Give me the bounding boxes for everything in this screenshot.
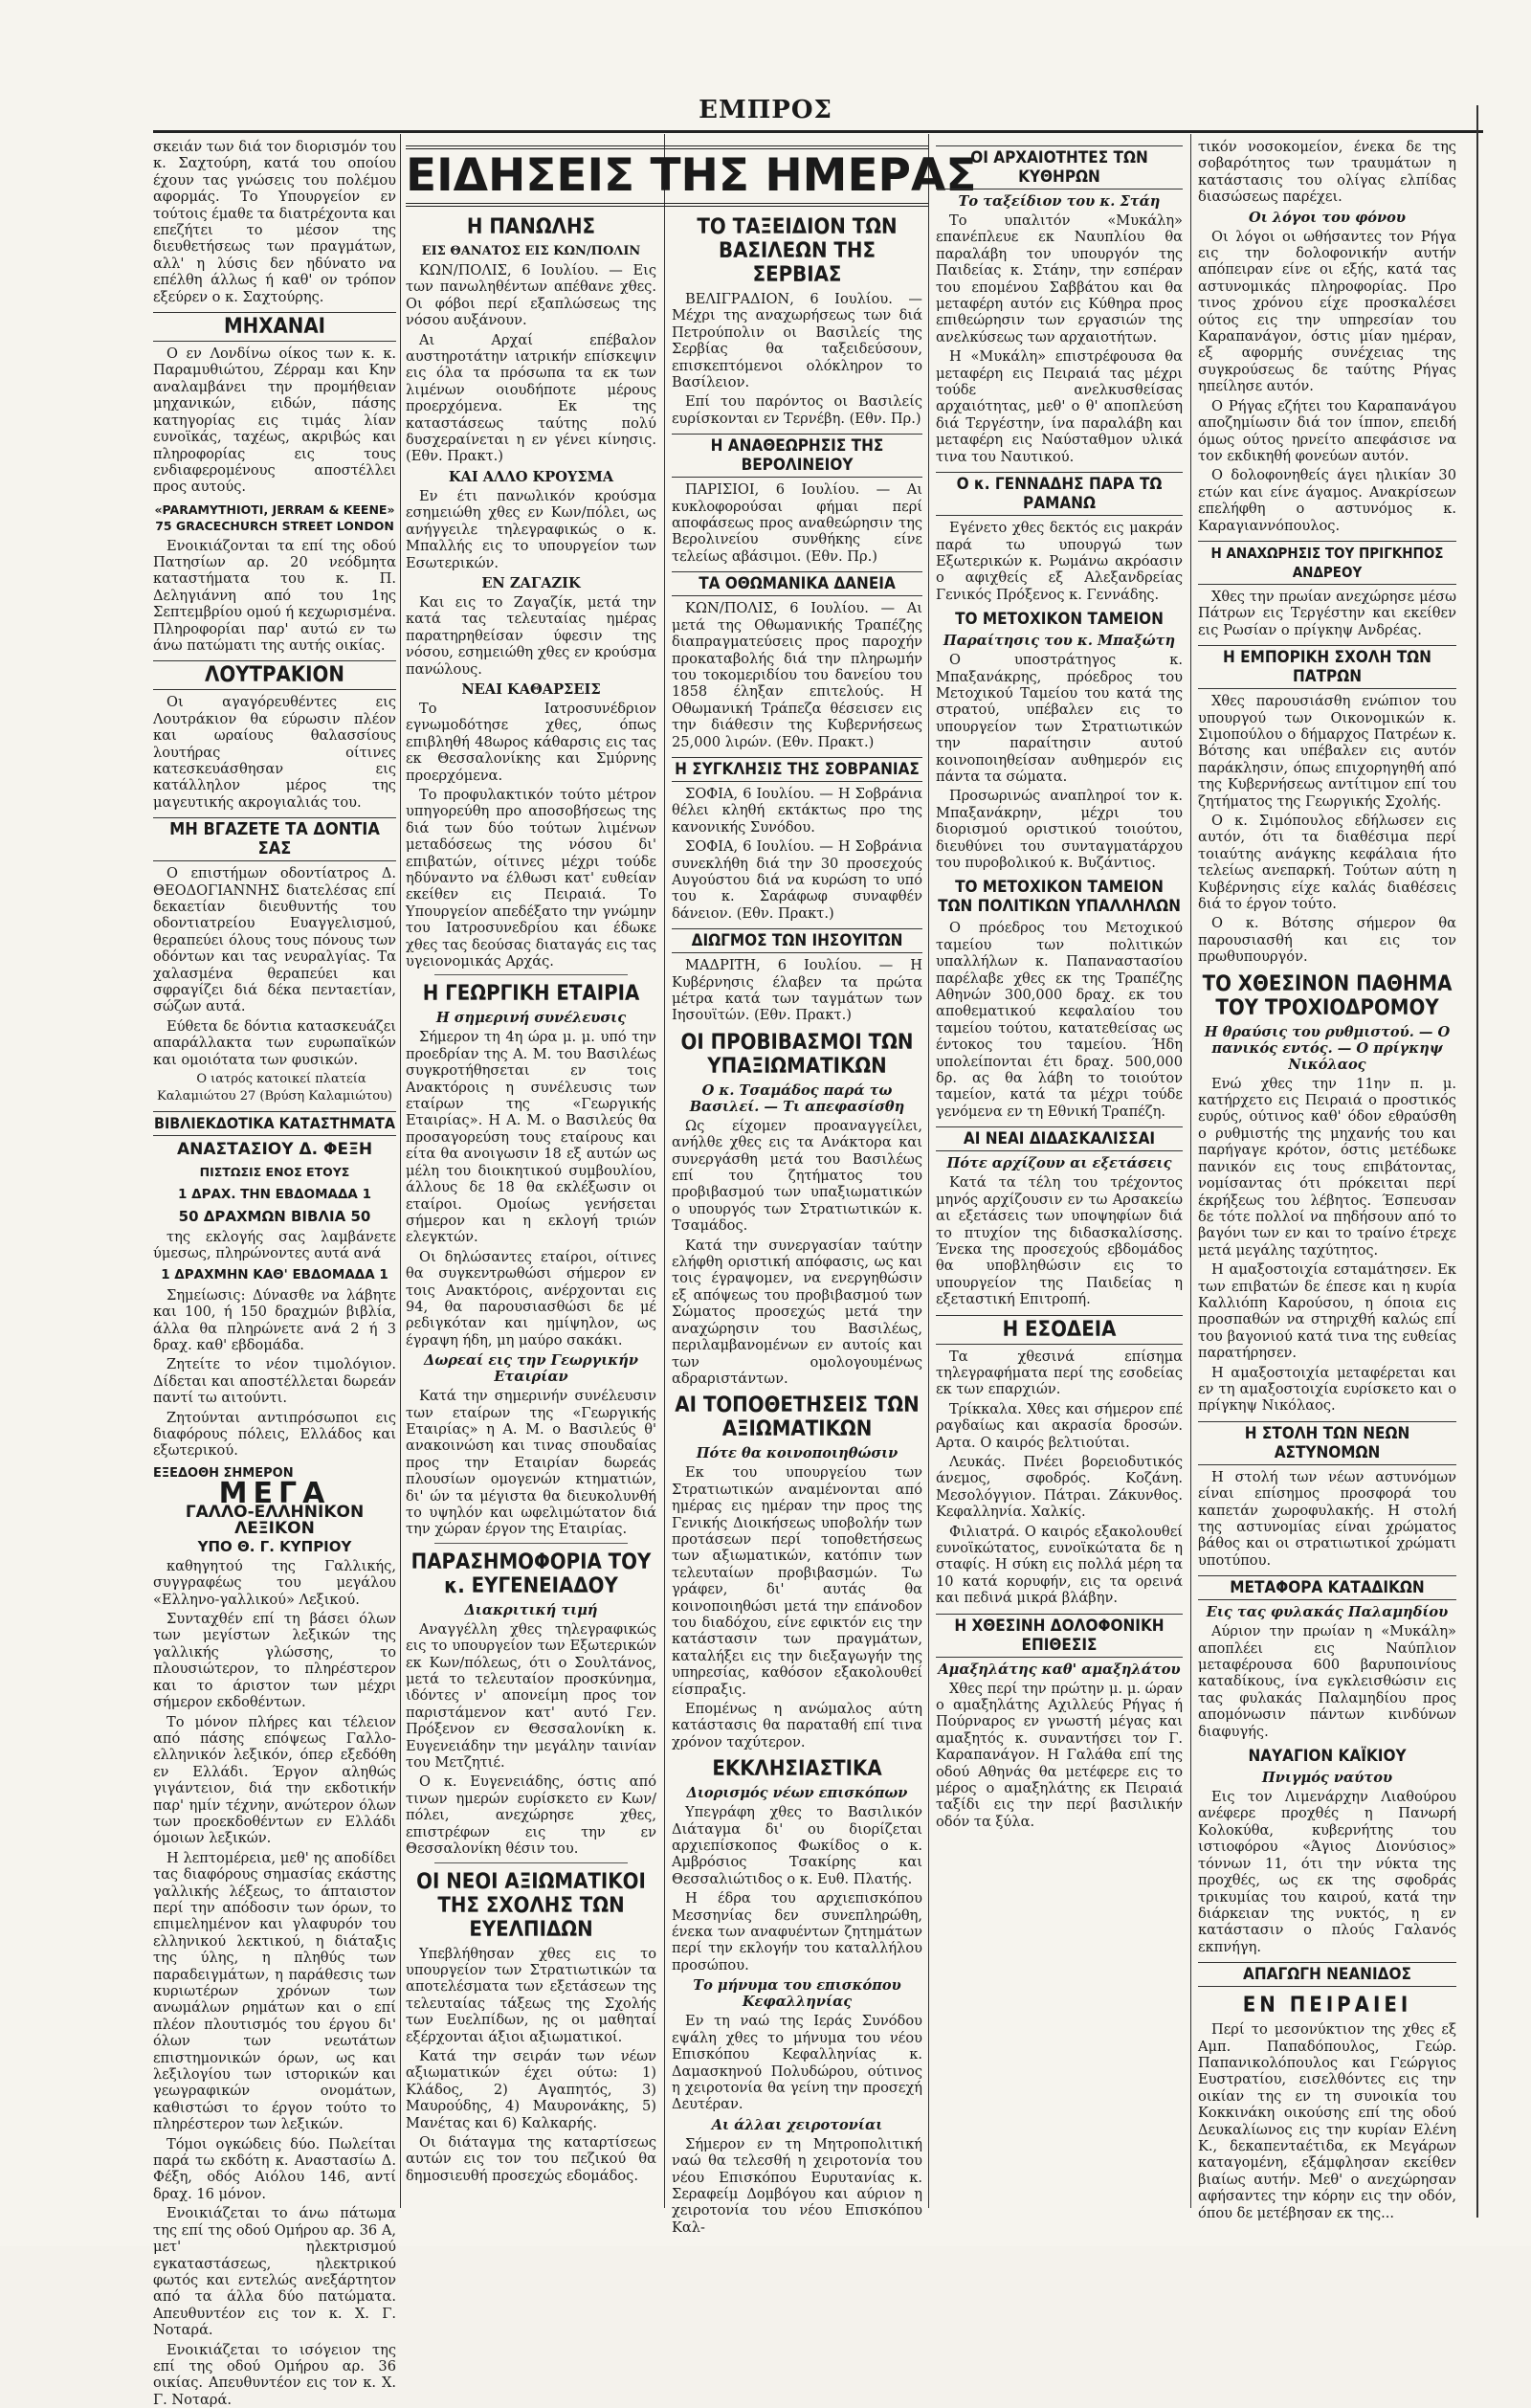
article-text: Κατά την σημερινήν συνέλευσιν των εταίρων της «Γεωργικής Εταιρίας» η Α. Μ. ο Βασιλεύς θ' ανακοινώση και τινας σπουδαίας προς την Εταιρίαν δωρεάς πλουσίων ομογενών κτηματιών, δι' ών τα μέγιστα θα διευκολυνθή το υψηλόν και ωφελιμώτατον διά την χώραν έργον της Εταιρίας. — [406, 1388, 656, 1538]
heading-panolis: Η ΠΑΝΩΛΗΣ — [466, 215, 596, 239]
column-rule — [928, 134, 929, 2208]
article-text: ΠΑΡΙΣΙΟΙ, 6 Ιουλίου. — Αι κυκλοφορούσαι φήμαι περί αποφάσεως προς αναθεώρησιν της Βερολινείου συνθήκης είνε τελείως αβάσιμοι. (Εθν. Πρ.) — [672, 481, 922, 565]
heading-emporiki: Η ΕΜΠΟΡΙΚΗ ΣΧΟΛΗ ΤΩΝ ΠΑΤΡΩΝ — [1198, 645, 1456, 689]
article-text: Ζητούνται αντιπρόσωποι εις διαφόρους πόλεις, Ελλάδος και εξωτερικού. — [153, 1409, 396, 1460]
heading-biblio: ΒΙΒΛΙΕΚΔΟΤΙΚΑ ΚΑΤΑΣΤΗΜΑΤΑ — [153, 1111, 396, 1136]
article-text: Εν τη ναώ της Ιεράς Συνόδου εψάλη χθες το μήνυμα του νέου Επισκόπου Κεφαλληνίας κ. Δαμασκηνού Πολυδώρου, ούτινος η χειροτονία θα γείνη την προσεχή Δευτέραν. — [672, 2013, 922, 2113]
article-text: Κατά την συνεργασίαν ταύτην ελήφθη οριστική απόφασις, ως και τοις έγραψομεν, να ενεργηθώσιν εξ απόψεως του προβιβασμού των Σώματος προσεχώς μετά την αναχώρησιν του Βασιλέως, περιλαμβανομένων εν αυτοίς και των ομολογουμένως αδραριστάντων. — [672, 1237, 922, 1387]
heading-stoa: Η ΣΤΟΛΗ ΤΩΝ ΝΕΩΝ ΑΣΤΥΝΟΜΩΝ — [1198, 1421, 1456, 1465]
article-text: Εγένετο χθες δεκτός εις μακράν παρά τω υπουργώ των Εξωτερικών κ. Ρωμάνω ακρόασιν ο αφιχθείς εξ Αλεξανδρείας Γενικός Πρόξενος κ. Γεννάδης. — [936, 520, 1183, 603]
article-text: ΚΩΝ/ΠΟΛΙΣ, 6 Ιουλίου. — Αι μετά της Οθωμανικής Τραπέζης διαπραγματεύσεις προς παροχήν προκαταβολής διά την πληρωμήν του τοκομεριδίου του δανείου του 1858 έληξαν επιτελούς. Η Οθωμανική Τράπεζα θέσεισεν εις την διάθεσιν της Κυβερνήσεως 25,000 λιρών. (Εθν. Πρακτ.) — [672, 600, 922, 750]
article-text: Χθες την πρωίαν ανεχώρησε μέσω Πάτρων εις Τεργέστην και εκείθεν εις Ρωσίαν ο πρίγκηψ Ανδρέας. — [1198, 588, 1456, 638]
article-text: Οι λόγοι οι ωθήσαντες τον Ρήγα εις την δολοφονικήν αυτήν απόπειραν είνε οι εξής, κατά τας αστυνομικάς πληροφορίας. Προ τινος χρόνου είχε προσκαλέσει ούτος εις την υπηρεσίαν του Καραπανάγον, όστις μίαν ημέραν, εξ αφορμής συνέχειας της συγκρούσεως δε ταύτης Ρήγας ηπείλησε αυτόν. — [1198, 228, 1456, 395]
article-text: ΣΟΦΙΑ, 6 Ιουλίου. — Η Σοβράνια συνεκλήθη διά την 30 προσεχούς Αυγούστου διά να κυρώση το υπό του κ. Σαράφωφ συναφθέν δάνειον. (Εθν. Πρακτ.) — [672, 838, 922, 922]
article-text: Ενώ χθες την 11ην π. μ. κατήρχετο εις Πειραιά ο προστικός ευρύς, ούτινος καθ' όδον εθραύσθη ο ρυθμιστής της μηχανής του και παρήγαγε κρότον, όστις μετέδωκε πανικόν εις τους επιβάτοντας, νομίσαντας ότι πρόκειται περί έκρήξεως του λέβητος. Έσπευσαν δε τότε πολλοί να πηδήσουν από το βαγόνι των εν και το τραίνο έτρεχε μετά μεγάλης ταχύτητος. — [1198, 1075, 1456, 1259]
banner-title: ΕΙΔΗΣΕΙΣ ΤΗΣ ΗΜΕΡΑΣ — [406, 145, 928, 207]
subheading: Οι λόγοι του φόνου — [1248, 209, 1407, 226]
subheading: ΕΝ ΖΑΓΑΖΙΚ — [481, 574, 581, 591]
article-text: Η αμαξοστοιχία μεταφέρεται και εν τη αμαξοστοιχία ευρίσκετο και ο πρίγκηψ Νικόλαος. — [1198, 1364, 1456, 1415]
advert-line: ΕΞΕΔΟΘΗ ΣΗΜΕΡΟΝ — [153, 1465, 294, 1481]
article-text: Η στολή των νέων αστυνόμων είναι επίσημος προσφορά του καπετάν χωροφυλακής. Η στολή της αστυνομίας είναι χρώματος βάθος και οι στρατιωτικοί χρώματι υποτύπου. — [1198, 1468, 1456, 1569]
article-text: Τόμοι ογκώδεις δύο. Πωλείται παρά τω εκδότη κ. Αναστασίω Δ. Φέξη, οδός Αιόλου 146, αντί δραχ. 16 μόνον. — [153, 2135, 396, 2202]
article-text: ΚΩΝ/ΠΟΛΙΣ, 6 Ιουλίου. — Εις των πανωληθέντων απέθανε χθες. Οι φόβοι περί εξαπλώσεως της νόσου αυξάνουν. — [406, 262, 656, 329]
article-text: Υπεβλήθησαν χθες εις το υπουργείον των Στρατιωτικών τα αποτελέσματα των εξετάσεων της τελευταίας τάξεως της Σχολής των Ευελπίδων, ης οι μαθηταί εξέρχονται άξιοι αξιωματικοί. — [406, 1945, 656, 2045]
subheading: Αμαξηλάτης καθ' αμαξηλάτου — [938, 1661, 1181, 1678]
article-text: Επομένως η ανώμαλος αύτη κατάστασις θα παραταθή επί τινα χρόνον ταχύτερον. — [672, 1701, 922, 1750]
article-text: Η λεπτομέρεια, μεθ' ης αποδίδει τας διαφόρους σημασίας εκάστης γαλλικής λέξεως, το άπταιστον περί την απόδοσιν των όρων, το επιμελημένον και γλαφυρόν του ελληνικού λεκτικού, η διάταξις της ύλης, η πληθύς των παραδειγμάτων, η παράθεσις των κυριωτέρων χρόνων των ανωμάλων ρημάτων και ο επί πλέον πλουτισμός του έργου δι' όλων των νεωτάτων επιστημονικών όρων, ως και λεξιλογίου των ιστορικών και γεωγραφικών ονομάτων, καθιστώσι το έργον τούτο το πληρέστερον των λεξικών. — [153, 1849, 396, 2133]
subheading: Αι άλλαι χειροτονίαι — [711, 2116, 883, 2133]
article-text: Χθες περί την πρώτην μ. μ. ώραν ο αμαξηλάτης Αχιλλεύς Ρήγας ή Πούρναρος εν γνωστή μέγας και αμαξητός κ. συναντήσει τον Γ. Καραπανάγον. Η Γαλάθα επί της οδού Αθηνάς θα μετέφερε εις το μέρος ο αμαξηλάτης εκ Πειραιά ταξίδι εις την περί βασιλικήν οδόν τα ξύλα. — [936, 1680, 1183, 1830]
article-text: Λευκάς. Πνέει βορειοδυτικός άνεμος, σφοδρός. Κοζάνη. Μεσολόγγιον. Πάτραι. Ζάκυνθος. Κεφαλληνία. Χαλκίς. — [936, 1453, 1183, 1521]
subheading: Πότε θα κοινοποιηθώσιν — [696, 1445, 899, 1462]
heading-provivasmoi: ΟΙ ΠΡΟΒΙΒΑΣΜΟΙ ΤΩΝ ΥΠΑΞΙΩΜΑΤΙΚΩΝ — [680, 1030, 914, 1079]
article-text: Οι αγαγόρευθέντες εις Λουτράκιον θα εύρωσιν πλέον και ωραίους θαλασσίους λουτήρας οίτινες κατεσκευάσθησαν εις κατάλληλον μέρος της μαγευτικής ακρογιαλιάς του. — [153, 694, 396, 811]
heading-nayagion: ΝΑΥΑΓΙΟΝ ΚΑΪΚΙΟΥ — [1248, 1747, 1407, 1767]
subheading: ΕΙΣ ΘΑΝΑΤΟΣ ΕΙΣ ΚΩΝ/ΠΟΛΙΝ — [421, 244, 641, 258]
article-text: Εις τον Λιμενάρχην Λιαθούρου ανέφερε προχθές η Πανωρή Κολοκύθα, κυβερνήτης του ιστιοφόρου «Άγιος Διονύσιος» τόννων 11, ότι την νύκτα της προχθές, ως εκ της σφοδράς τρικυμίας του καιρού, κατά την διάρκειαν της νυκτός, η εν κατάστασιν ο πλούς Γαλανός εκπνήγη. — [1198, 1789, 1456, 1955]
heading-othomanika: ΤΑ ΟΘΩΜΑΝΙΚΑ ΔΑΝΕΙΑ — [672, 571, 922, 596]
article-text: Εύθετα δε δόντια κατασκευάζει απαράλλακτα των ευρωπαϊκών και ομοιότατα των φυσικών. — [153, 1017, 396, 1068]
banner-wrap — [406, 142, 977, 202]
heading-metochikon: ΤΟ ΜΕΤΟΧΙΚΟΝ ΤΑΜΕΙΟΝ — [955, 610, 1164, 630]
subheading: Το ταξείδιον του κ. Στάη — [958, 193, 1161, 210]
heading-dontia: ΜΗ ΒΓΑΖΕΤΕ ΤΑ ΔΟΝΤΙΑ ΣΑΣ — [153, 817, 396, 861]
heading-didaskalisses: ΑΙ ΝΕΑΙ ΔΙΔΑΣΚΑΛΙΣΣΑΙ — [936, 1126, 1183, 1151]
subheading: Δωρεαί εις την Γεωργικήν Εταιρίαν — [424, 1352, 638, 1386]
masthead: ΕΜΠΡΟΣ — [699, 96, 832, 124]
heading-gennadis: Ο κ. ΓΕΝΝΑΔΗΣ ΠΑΡΑ ΤΩ ΡΑΜΑΝΩ — [936, 472, 1183, 516]
heading-apagogi: ΑΠΑΓΩΓΗ ΝΕΑΝΙΔΟΣ — [1198, 1962, 1456, 1987]
heading-peiraiei: ΕΝ ΠΕΙΡΑΙΕΙ — [1242, 1994, 1412, 2018]
heading-anachorisi: Η ΑΝΑΧΩΡΗΣΙΣ ΤΟΥ ΠΡΙΓΚΗΠΟΣ ΑΝΔΡΕΟΥ — [1198, 541, 1456, 585]
heading-topothetiseis: ΑΙ ΤΟΠΟΘΕΤΗΣΕΙΣ ΤΩΝ ΑΞΙΩΜΑΤΙΚΩΝ — [675, 1394, 920, 1442]
article-text: τικόν νοσοκομείον, ένεκα δε της σοβαρότητος των τραυμάτων η κατάστασις του ολίγας ελπίδας διασώσεως παρέχει. — [1198, 139, 1456, 206]
subheading: ΝΕΑΙ ΚΑΘΑΡΣΕΙΣ — [461, 680, 601, 698]
article-text: Αύριον την πρωίαν η «Μυκάλη» αποπλέει εις Ναύπλιον μεταφέρουσα 600 βαρυποινίους καταδίκους, ίνα εγκλεισθώσιν εις τας φυλακάς Παλαμηδίου προς απομόνωσιν πάντων κινδύνων διαφυγής. — [1198, 1623, 1456, 1740]
article-text: Περί το μεσονύκτιον της χθες εξ Αμπ. Παπαδόπουλος, Γεώρ. Παπανικολόπουλος και Γεώργιος Ευστρατίου, εισελθόντες εις την οικίαν της εν τη συνοικία του Κοκκινάκη οικούσης επί της οδού Δευκαλίωνος εις την κυρίαν Ελένη Κ., δεκαπενταέτιδα, εκ Μεγάρων καταγομένη, εξάμφλησαν εκείθεν βιαίως αυτήν. Μεθ' ο ανεχώρησαν αφήσαντες την κόρην εις την οδόν, όπου δε μετέβησαν εκ της... — [1198, 2021, 1456, 2221]
article-text: Ενοικιάζονται τα επί της οδού Πατησίων αρ. 20 νεόδμητα καταστήματα του κ. Π. Δεληγιάννη από του 1ης Σεπτεμβρίου ομού ή κεχωρισμένα. Πληροφορίαι παρ' αυτώ εν τω άνω πατώματι της αυτής οικίας. — [153, 537, 396, 654]
article-text: Φιλιατρά. Ο καιρός εξακολουθεί ευνοϊκώτατος, ευνοϊκώτατα δε η σταφίς. Η σύκη εις πολλά μέρη τα 10 κατά κορυφήν, εις τα ορεινά και πεδινά μικρά βλάβην. — [936, 1523, 1183, 1607]
subheading: Παραίτησις του κ. Μπαξώτη — [943, 633, 1176, 650]
advert-line: ΠΙΣΤΩΣΙΣ ΕΝΟΣ ΕΤΟΥΣ — [199, 1165, 350, 1180]
article-text: Ο κ. Βότσης σήμερον θα παρουσιασθή και εις τον πρωθυπουργόν. — [1198, 915, 1456, 966]
article-text: Το Ιατροσυνέδριον εγνωμοδότησε χθες, όπως επιβληθή 48ωρος κάθαρσις εις τας εκ Θεσσαλονίκης και Σμύρνης προερχόμενα. — [406, 700, 656, 784]
article-text: Τρίκκαλα. Χθες και σήμερον επέ ραγδαίως και ακρασία δροσών. Αρτα. Ο καιρός βελτιούται. — [936, 1400, 1183, 1451]
separator — [434, 1543, 628, 1544]
article-text: Η αμαξοστοιχία εσταμάτησεν. Εκ των επιβατών δε έπεσε και η κυρία Καλλιόπη Καρούσου, η όποια εις προσπαθών να στηριχθή καλώς επί του βαγονιού κατά τινα της ευθείας παρατήρησεν. — [1198, 1261, 1456, 1362]
article-text: Κατά την σειράν των νέων αξιωματικών έχει ούτω: 1) Κλάδος, 2) Αγαπητός, 3) Μαυρούδης, 4) Μαυρονάκης, 5) Μανέτας και 6) Καλκαρής. — [406, 2047, 656, 2131]
article-text: Προσωρινώς αναπληροί τον κ. Μπαξανάκρην, μέχρι του διορισμού οριστικού τοιούτου, διευθύνει του συνταγματάρχου του πυροβολικού κ. Βυζάντιος. — [936, 788, 1183, 871]
article-text: Σήμερον τη 4η ώρα μ. μ. υπό την προεδρίαν της Α. Μ. του Βασιλέως συγκροτήθησεται εν τοις Ανακτόροις η συνέλευσις των εταίρων της «Γεωργικής Εταιρίας». Η Α. Μ. ο Βασιλεύς θα προσαγορεύση τους εταίρους και είτα θα ανοιγωσιν 18 εξ αυτών ως μέλη του διοικητικού συμβουλίου, άλλους δε 18 θα εκλέξωσιν οι εταίροι. Ομοίως γενήσεται σήμερον και η εκλογή τριών ελεγκτών. — [406, 1029, 656, 1246]
advert-line: 50 ΔΡΑΧΜΩΝ ΒΙΒΛΙΑ 50 — [178, 1208, 371, 1226]
article-text: Η «Μυκάλη» επιστρέφουσα θα μεταφέρη εις Πειραιά τας μέχρι τούδε ανελκυσθείσας αρχαιότητας, μεθ' ο θ' αποπλεύση διά Τεργέστην, ίνα παραλάβη και μεταφέρη εις Ναύσταθμον υλικά τινα του Ναυτικού. — [936, 348, 1183, 465]
article-text: Ο εν Λονδίνω οίκος των κ. κ. Παραμυθιώτου, Ζέρραμ και Κην αναλαμβάνει την προμήθειαν μηχανικών, ειδών, πάσης κατηγορίας εις τιμάς λίαν ευνοϊκάς, ταχέως, ακριβώς και πληροφορίας εις τους ενδιαφερομένους αποστέλλει προς αυτούς. — [153, 346, 396, 496]
subheading: Εις τας φυλακάς Παλαμηδίου — [1206, 1604, 1449, 1621]
advert-line: 1 ΔΡΑΧΜΗΝ ΚΑΘ' ΕΒΔΟΜΑΔΑ 1 — [161, 1267, 388, 1283]
subheading: Διακριτική τιμή — [464, 1601, 598, 1618]
column-rule — [400, 134, 401, 2208]
subheading: ΚΑΙ ΑΛΛΟ ΚΡΟΥΣΜΑ — [448, 468, 614, 485]
heading-loutrakion: ΛΟΥΤΡΑΚΙΟΝ — [153, 660, 396, 690]
article-text: Ο δολοφονηθείς άγει ηλικίαν 30 ετών και είνε άγαμος. Ανακρίσεων επελήφθη ο αστυνόμος κ. Καραγιαννόπουλος. — [1198, 467, 1456, 534]
subheading: Πνιγμός ναύτου — [1261, 1770, 1393, 1787]
article-text: Και εις το Ζαγαζίκ, μετά την κατά τας τελευταίας ημέρας παρατηρηθείσαν ύφεσιν της νόσου, εσημειώθη χθες εν κρούσμα πανώλους. — [406, 593, 656, 678]
article-text: Σήμερον εν τη Μητροπολιτική ναώ θα τελεσθή η χειροτονία του νέου Επισκόπου Ευρυτανίας κ. Σεραφείμ Δομβόγου και αύριον η χειροτονία του νέου Επισκόπου Καλ- — [672, 2135, 922, 2236]
heading-georgiki: Η ΓΕΩΡΓΙΚΗ ΕΤΑΙΡΙΑ — [422, 982, 640, 1007]
article-text: Αναγγέλλη χθες τηλεγραφικώς εις το υπουργείον των Εξωτερικών εκ Κων/πόλεως, ότι ο Σουλτάνος, μετά το τελευταίον προσκύνημα, ιδόντες ν' απονείμη προς τον παριστάμενον κατ' αυτό Γεν. Πρόξενον εν Θεσσαλονίκη κ. Ευγενειάδην την μεγάλην ταινίαν του Μετζητιέ. — [406, 1620, 656, 1772]
article-text: Συνταχθέν επί τη βάσει όλων των μεγίστων λεξικών της γαλλικής γλώσσης, το πλουσιώτερον, το πληρέστερον και το άριστον των μέχρι σήμερον εκδοθέντων. — [153, 1611, 396, 1711]
column-4 — [936, 139, 1183, 2208]
heading-ektheseis: Η ΧΘΕΣΙΝΗ ΔΟΛΟΦΟΝΙΚΗ ΕΠΙΘΕΣΙΣ — [936, 1614, 1183, 1658]
advert-author: ΥΠΟ Θ. Γ. ΚΥΠΡΙΟΥ — [197, 1538, 352, 1556]
article-text: ΣΟΦΙΑ, 6 Ιουλίου. — Η Σοβράνια θέλει κληθή εκτάκτως προ της κανονικής Συνόδου. — [672, 785, 922, 836]
subheading: Διορισμός νέων επισκόπων — [686, 1785, 908, 1802]
article-text: Ο επιστήμων οδοντίατρος Δ. ΘΕΟΔΟΓΙΑΝΝΗΣ διατελέσας επί δεκαετίαν διευθυντής του οδοντιατρείου Ευαγγελισμού, θεραπεύει όλους τους πόνους των οδόντων και τας νευραλγίας. Τα χαλασμένα θεραπεύει και σφραγίζει διά δέκα πενταετίαν, σώζων αυτά. — [153, 865, 396, 1015]
subheading: Το μήνυμα του επισκόπου Κεφαλληνίας — [693, 1977, 901, 2011]
article-text: Ως είχομεν προαναγγείλει, ανήλθε χθες εις τα Ανάκτορα και συνεργάσθη μετά του Βασιλέως επί του ζητήματος του προβιβασμού των υπαξιωματικών ο υπουργός των Στρατιωτικών κ. Τσαμάδος. — [672, 1117, 922, 1235]
article-text: Εκ του υπουργείου των Στρατιωτικών αναμένονται από ημέρας εις ημέραν την προς της Γενικής Διοικήσεως υποβολήν των προτάσεων περί τοποθετήσεως των αξιωματικών, κατόπιν των τελευταίων προβιβασμών. Τω γράφεν, δι' αυτάς θα κοινοποιηθώσι μετά την επάνοδον του διαδόχου, είνε εφικτόν εις την κατάστασιν των πραγμάτων, καταλήξει εις την διεξαγωγήν της υπηρεσίας, καθόσον εξακολουθεί είσπραξις. — [672, 1464, 922, 1698]
article-text: Υπεγράφη χθες το Βασιλικόν Διάταγμα δι' ου διορίζεται αρχιεπίσκοπος Φωκίδος ο κ. Αμβρόσιος Τσακίρης και Θεσσαλιώτιδος ο κ. Ευθ. Πλατής. — [672, 1804, 922, 1887]
article-text: καθηγητού της Γαλλικής, συγγραφέως του μεγάλου «Ελληνο-γαλλικού» Λεξικού. — [153, 1557, 396, 1608]
heading-sobrania: Η ΣΥΓΚΛΗΣΙΣ ΤΗΣ ΣΟΒΡΑΝΙΑΣ — [672, 757, 922, 782]
subheading: Πότε αρχίζουν αι εξετάσεις — [946, 1155, 1172, 1172]
article-text: Ο πρόεδρος του Μετοχικού ταμείου των πολιτικών υπαλλήλων κ. Παπαναστασίου παρέλαβε χθες εκ της Τραπέζης Αθηνών 300,000 δραχ. εκ του αποθεματικού κεφαλαίου του ταμείου τούτου, κατατεθείσας ως έντοκος του ταμείου. Ήδη υπολείπονται έτι δραχ. 500,000 δρ. ας θα λάβη το τοιούτον ταμείον, κατά τα μέχρι τούδε γενόμενα εν τη Εθνική Τραπέζη. — [936, 920, 1183, 1120]
article-text: Ο κ. Σιμόπουλος εδήλωσεν εις αυτόν, ότι τα διαθέσιμα περί τοιαύτης ανάγκης κεφάλαια ήτο τελείως ανεπαρκή. Τούτων αύτη η Κυβέρνησις είχε καλάς διαθέσεις διά το έργον τούτο. — [1198, 813, 1456, 913]
article-text: Ο Ρήγας εζήτει του Καραπανάγου αποζημίωσιν διά τον ίππον, επειδή όμως ούτος ηρνείτο απεφάσισε να τον εκδικηθή φονεύων αυτόν. — [1198, 397, 1456, 464]
article-text: σκειάν των διά τον διορισμόν του κ. Σαχτούρη, κατά του οποίου έχουν τας γνώσεις του πολέμου αφορμάς. Το Υπουργείον εν τούτοις έμαθε τα διατρέχοντα και επεζήτει το μέσον της διευθετήσεως των πραγμάτων, αλλ' η λύσις δεν ηδύνατο να επέλθη άλλως ή καθ' ον τρόπον εξεύρεν ο κ. Σαχτούρης. — [153, 139, 396, 305]
heading-esodeia: Η ΕΣΟΔΕΙΑ — [936, 1315, 1183, 1345]
column-3 — [672, 209, 922, 2236]
subheading: Η σημερινή συνέλευσις — [435, 1010, 627, 1027]
heading-politikon: ΤΟ ΜΕΤΟΧΙΚΟΝ ΤΑΜΕΙΟΝ ΤΩΝ ΠΟΛΙΤΙΚΩΝ ΥΠΑΛΛΗΛΩΝ — [938, 878, 1181, 917]
column-2 — [406, 209, 656, 2208]
heading-taxeidion: ΤΟ ΤΑΞΕΙΔΙΟΝ ΤΩΝ ΒΑΣΙΛΕΩΝ ΤΗΣ ΣΕΡΒΙΑΣ — [697, 215, 898, 287]
separator — [434, 974, 628, 975]
article-text: ΜΑΔΡΙΤΗ, 6 Ιουλίου. — Η Κυβέρνησις έλαβεν τα πρώτα μέτρα κατά των ταγμάτων των Ιησουϊτών. (Εθν. Πρακτ.) — [672, 957, 922, 1024]
heading-iisouitai: ΔΙΩΓΜΟΣ ΤΩΝ ΙΗΣΟΥΙΤΩΝ — [672, 928, 922, 953]
article-text: Χθες παρουσιάσθη ενώπιον του υπουργού των Οικονομικών κ. Σιμοπούλου ο δήμαρχος Πατρέων κ. Βότσης και υπέβαλεν εις αυτόν παράκλησιν, όπως επιχορηγηθή από της Κυβερνήσεως αντίτιμον επί του ζητήματος της Γεωργικής Σχολής. — [1198, 693, 1456, 810]
article-text: ΒΕΛΙΓΡΑΔΙΟΝ, 6 Ιουλίου. — Μέχρι της αναχωρήσεως των διά Πετρούπολιν οι Βασιλείς της Σερβίας θα ταξειδεύσουν, επισκεπτόμενοι ολόκληρον το Βασίλειον. — [672, 291, 922, 391]
advert-title: ΜΕΓΑ — [218, 1477, 331, 1511]
subheading: Ο κ. Τσαμάδος παρά τω Βασιλεί. — Τι απεφασίσθη — [689, 1081, 905, 1115]
article-text: Ο υποστράτηγος κ. Μπαξανάκρης, πρόεδρος του Μετοχικού Ταμείου του κατά της στρατού, υπέβαλεν εις το υπουργείον των Στρατιωτικών την παραίτησιν αυτού κοινοποιηθείσαν αυθημερόν εις πάντα τα σώματα. — [936, 652, 1183, 785]
publisher-name: ΑΝΑΣΤΑΣΙΟΥ Δ. ΦΕΞΗ — [176, 1139, 373, 1159]
separator — [434, 1862, 628, 1863]
column-5 — [1198, 139, 1456, 2221]
heading-verolinou: Η ΑΝΑΘΕΩΡΗΣΙΣ ΤΗΣ ΒΕΡΟΛΙΝΕΙΟΥ — [672, 434, 922, 478]
article-text: Η έδρα του αρχιεπισκόπου Μεσσηνίας δεν συνεπληρώθη, ένεκα των αναφυέντων ζητημάτων περί την εκλογήν του καταλλήλου προσώπου. — [672, 1890, 922, 1973]
advert-address: Ο ιατρός κατοικεί πλατεία Καλαμιώτου 27 (Βρύση Καλαμιώτου) — [157, 1072, 392, 1104]
article-text: Ενοικιάζεται το ισόγειον της επί της οδού Ομήρου αρ. 36 οικίας. Απευθυντέον εις τον κ. Χ. Γ. Νοταρά. — [153, 2341, 396, 2408]
article-text: Εν έτι πανωλικόν κρούσμα εσημειώθη χθες εν Κων/πόλει, ως ανήγγειλε τηλεγραφικώς ο κ. Μπαλλής εις το υπουργείον των Εσωτερικών. — [406, 487, 656, 571]
heading-metafora: ΜΕΤΑΦΟΡΑ ΚΑΤΑΔΙΚΩΝ — [1198, 1575, 1456, 1600]
heading-mechanai: ΜΗΧΑΝΑΙ — [153, 312, 396, 342]
article-text: Αι Αρχαί επέβαλον αυστηροτάτην ιατρικήν επίσκεψιν εις όλα τα πρόσωπα τα εκ των λιμένων οιουδήποτε μέρους προερχόμενα. Εκ της καταστάσεως ταύτης πολύ δυσχεραίνεται η εν γένει κίνησις. (Εθν. Πρακτ.) — [406, 331, 656, 465]
article-text: Ο κ. Ευγενειάδης, όστις από τινων ημερών ευρίσκετο εν Κων/πόλει, ανεχώρησε χθες, επιστρέφων εις την εν Θεσσαλονίκη θέσιν του. — [406, 1773, 656, 1858]
advert-address: «PARAMYTHIOTI, JERRAM & KEENE» 75 GRACECHURCH STREET LONDON — [154, 502, 395, 534]
advert-title: ΓΑΛΛΟ-ΕΛΛΗΝΙΚΟΝ ΛΕΞΙΚΟΝ — [185, 1502, 365, 1539]
heading-kythiron: ΟΙ ΑΡΧΑΙΟΤΗΤΕΣ ΤΩΝ ΚΥΘΗΡΩΝ — [936, 145, 1183, 190]
subheading: Η θραύσις του ρυθμιστού. — Ο πανικός εντός. — Ο πρίγκηψ Νικόλαος — [1204, 1023, 1451, 1073]
article-text: Το μόνον πλήρες και τέλειον από πάσης επόψεως Γαλλο-ελληνικόν λεξικόν, όπερ εξεδόθη εν Ελλάδι. Έργον αληθώς γιγάντειον, διά την εκδοτικήν παρ' ημίν τέχνην, ανώτερον όλων των προεκδοθέντων εν Ελλάδι όμοιων λεξικών. — [153, 1713, 396, 1847]
article-text: Κατά τα τέλη του τρέχοντος μηνός αρχίζουσιν εν τω Αρσακείω αι εξετάσεις των υποψηφίων διά το πτυχίον της διδασκαλίσσης. Ένεκα της προσεχούς εβδομάδος θα υποβληθώσιν εις το υπουργείον της Παιδείας η εξεταστική Επιτροπή. — [936, 1174, 1183, 1308]
article-text: Ενοικιάζεται το άνω πάτωμα της επί της οδού Ομήρου αρ. 36 Α, μετ' ηλεκτρισμού εγκαταστάσεως, ηλεκτρικού φωτός και εντελώς ανεξάρτητον από τα άλλα δύο πατώματα. Απευθυντέον εις τον κ. Χ. Γ. Νοταρά. — [153, 2205, 396, 2339]
column-rule — [1190, 134, 1191, 2208]
column-rule — [664, 134, 665, 2208]
article-text: Το υπαλιτόν «Μυκάλη» επανέπλευε εκ Ναυπλίου θα παραλάβη τον υπουργόν της Παιδείας κ. Στάην, την εσπέραν του επομένου Σαββάτου και θα μεταφέρη αυτόν εις Κύθηρα προς επιθεώρησιν των εργασιών της ανελκύσεως των αρχαιοτήτων. — [936, 212, 1183, 346]
advert-line: 1 ΔΡΑΧ. ΤΗΝ ΕΒΔΟΜΑΔΑ 1 — [178, 1186, 371, 1202]
article-text: Ζητείτε το νέον τιμολόγιον. Δίδεται και αποστέλλεται δωρεάν παντί τω αιτούντι. — [153, 1356, 396, 1407]
article-text: Οι διάταγμα της καταρτίσεως αυτών εις τον του πεζικού θα δημοσιευθή προσεχώς εδομάδος. — [406, 2133, 656, 2184]
heading-parasimoforia: ΠΑΡΑΣΗΜΟΦΟΡΙΑ ΤΟΥ κ. ΕΥΓΕΝΕΙΑΔΟΥ — [410, 1550, 652, 1598]
article-text: της εκλογής σας λαμβάνετε ύμεσως, πληρώνοντες αυτά ανά — [153, 1228, 396, 1261]
column-1 — [153, 139, 396, 2408]
article-text: Επί του παρόντος οι Βασιλείς ευρίσκονται εν Τερνέβη. (Εθν. Πρ.) — [672, 393, 922, 427]
article-text: Οι δηλώσαντες εταίροι, οίτινες θα συγκεντρωθώσι σήμερον εν τοις Ανακτόροις, ανέρχονται εις 94, θα παρουσιασθώσι δε μέ ρεδιγκόταν και ημίψηλον, ως έγραψη ήδη, μη μαύρο σακάκι. — [406, 1248, 656, 1349]
heading-ekklisiastika: ΕΚΚΛΗΣΙΑΣΤΙΚΑ — [712, 1757, 882, 1782]
article-text: Το προφυλακτικόν τούτο μέτρον υπηγορεύθη προ αποσοβήσεως της διά των δύο τούτων λιμένων μεταδόσεως της νόσου δι' επιβατών, οίτινες μέχρι τούδε ηδύναντο να έλθωσι κατ' ευθείαν εκείθεν εις Πειραιά. Το Υπουργείον απεδέξατο την γνώμην του Ιατροσυνεδρίου και έδωκε χθες τας δεούσας διαταγάς εις τας υγειονομικάς Αρχάς. — [406, 786, 656, 970]
heading-troxiodromou: ΤΟ ΧΘΕΣΙΝΟΝ ΠΑΘΗΜΑ ΤΟΥ ΤΡΟΧΙΟΔΡΟΜΟΥ — [1202, 971, 1453, 1020]
article-text: Σημείωσις: Δύνασθε να λάβητε και 100, ή 150 δραχμών βιβλία, άλλα θα πληρώνετε ανά 2 ή 3 δραχ. καθ' εβδομάδα. — [153, 1286, 396, 1353]
article-text: Τα χθεσινά επίσημα τηλεγραφήματα περί της εσοδείας εκ των επαρχιών. — [936, 1348, 1183, 1398]
top-rule — [153, 130, 1483, 133]
page-edge-rule — [1476, 105, 1478, 2218]
heading-axiomatikoi: ΟΙ ΝΕΟΙ ΑΞΙΩΜΑΤΙΚΟΙ ΤΗΣ ΣΧΟΛΗΣ ΤΩΝ ΕΥΕΛΠΙΔΩΝ — [416, 1869, 646, 1942]
